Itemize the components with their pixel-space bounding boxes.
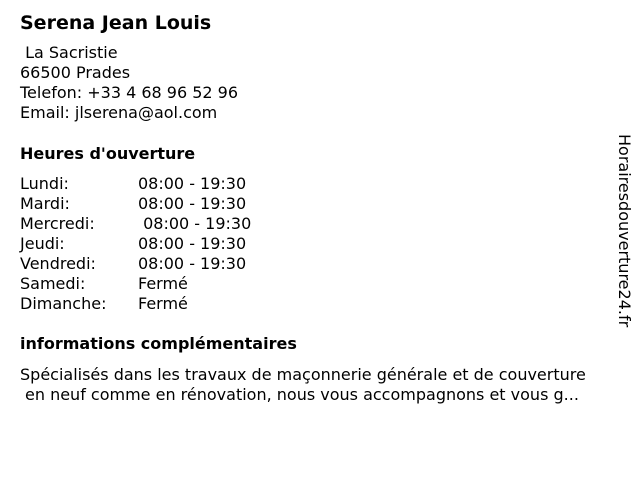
hours-row-monday xyxy=(20,174,251,194)
hours-row-saturday xyxy=(20,274,251,294)
business-description xyxy=(20,365,632,405)
day-hours: 08:00 - 19:30 xyxy=(138,254,247,273)
day-hours: 08:00 - 19:30 xyxy=(138,194,247,213)
opening-hours-heading: Heures d'ouverture xyxy=(20,144,196,163)
day-label: Dimanche: xyxy=(20,294,107,313)
day-hours: 08:00 - 19:30 xyxy=(138,214,252,233)
day-label: Mardi: xyxy=(20,194,70,213)
day-label: Lundi: xyxy=(20,174,69,193)
email-address: Email: jlserena@aol.com xyxy=(20,103,218,122)
additional-info-heading: informations complémentaires xyxy=(20,334,297,353)
site-watermark-text: Horairesdouverture24.fr xyxy=(615,134,634,328)
address-line-1: La Sacristie xyxy=(20,43,118,62)
hours-row-thursday xyxy=(20,234,251,254)
hours-row-sunday xyxy=(20,294,251,314)
day-label: Vendredi: xyxy=(20,254,96,273)
day-label: Mercredi: xyxy=(20,214,95,233)
site-watermark xyxy=(614,134,634,350)
address-line-2: 66500 Prades xyxy=(20,63,131,82)
hours-row-tuesday xyxy=(20,194,251,214)
day-hours: Fermé xyxy=(138,294,188,313)
description-line-1: Spécialisés dans les travaux de maçonnerie générale et de couverture xyxy=(20,365,586,384)
hours-row-friday xyxy=(20,254,251,274)
contact-block xyxy=(20,43,238,123)
day-label: Jeudi: xyxy=(20,234,65,253)
phone-number: Telefon: +33 4 68 96 52 96 xyxy=(20,83,239,102)
day-hours: 08:00 - 19:30 xyxy=(138,234,247,253)
day-label: Samedi: xyxy=(20,274,86,293)
day-hours: 08:00 - 19:30 xyxy=(138,174,247,193)
opening-hours-table xyxy=(20,174,251,314)
day-hours: Fermé xyxy=(138,274,188,293)
description-line-2: en neuf comme en rénovation, nous vous accompagnons et vous g... xyxy=(25,385,579,404)
hours-row-wednesday xyxy=(20,214,251,234)
business-name: Serena Jean Louis xyxy=(20,12,212,34)
